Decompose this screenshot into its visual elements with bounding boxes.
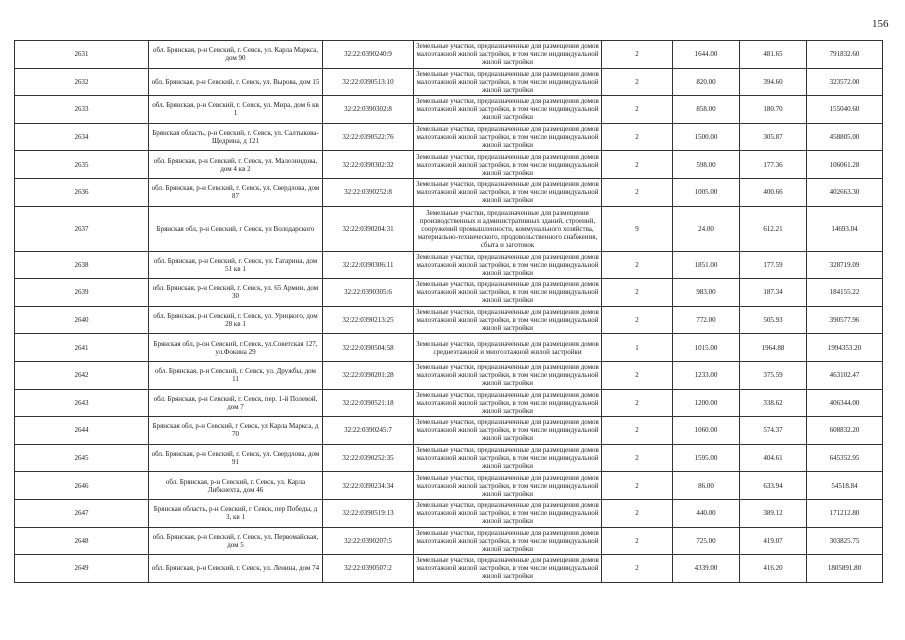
row-number-cell: 2647 [15, 499, 149, 527]
cadastral-value-cell: 645352.95 [807, 444, 883, 472]
table-row [15, 41, 883, 69]
address-cell: обл. Брянская, р-н Севский, г. Севск, ул. Мира, дом 6 кв 1 [149, 96, 323, 124]
use-group-cell: 2 [602, 472, 673, 500]
row-number-cell: 2636 [15, 178, 149, 206]
row-number-cell: 2646 [15, 472, 149, 500]
cadastral-value-cell: 14693.04 [807, 206, 883, 251]
address-cell: обл. Брянская, р-н Севский, г. Севск, ул. Карла Маркса, дом 90 [149, 41, 323, 69]
land-use-cell: Земельные участки, предназначенные для размещения домов малоэтажной жилой застройки, в том числе индивидуальной жилой застройки [414, 555, 602, 583]
use-group-cell: 2 [602, 151, 673, 179]
area-cell: 772.00 [673, 306, 740, 334]
specific-value-cell: 180.70 [740, 96, 807, 124]
specific-value-cell: 419.07 [740, 527, 807, 555]
area-cell: 440.00 [673, 499, 740, 527]
row-number-cell: 2639 [15, 279, 149, 307]
specific-value-cell: 338.62 [740, 389, 807, 417]
area-cell: 983.00 [673, 279, 740, 307]
land-use-cell: Земельные участки, предназначенные для размещения домов малоэтажной жилой застройки, в том числе индивидуальной жилой застройки [414, 123, 602, 151]
use-group-cell: 2 [602, 96, 673, 124]
specific-value-cell: 633.94 [740, 472, 807, 500]
area-cell: 4339.00 [673, 555, 740, 583]
land-use-cell: Земельные участки, предназначенные для размещения домов малоэтажной жилой застройки, в том числе индивидуальной жилой застройки [414, 444, 602, 472]
cadastral-value-cell: 791832.60 [807, 41, 883, 69]
address-cell: Брянская область, р-н Севский, г Севск, пер Победы, д 3, кв 1 [149, 499, 323, 527]
row-number-cell: 2638 [15, 251, 149, 279]
cadastral-number-cell: 32:22:0390245:7 [323, 417, 414, 445]
land-use-cell: Земельные участки, предназначенные для размещения домов малоэтажной жилой застройки, в том числе индивидуальной жилой застройки [414, 361, 602, 389]
area-cell: 1060.00 [673, 417, 740, 445]
table-row [15, 206, 883, 251]
area-cell: 725.00 [673, 527, 740, 555]
address-cell: Брянская область, р-н Севский, г. Севск, ул. Салтыкова-Щедрина, д 121 [149, 123, 323, 151]
land-use-cell: Земельные участки, предназначенные для размещения домов малоэтажной жилой застройки, в том числе индивидуальной жилой застройки [414, 417, 602, 445]
area-cell: 1005.00 [673, 178, 740, 206]
use-group-cell: 2 [602, 527, 673, 555]
table-row [15, 361, 883, 389]
cadastral-value-cell: 323572.00 [807, 68, 883, 96]
table-row [15, 123, 883, 151]
cadastral-value-cell: 171212.80 [807, 499, 883, 527]
table-row [15, 389, 883, 417]
cadastral-value-cell: 1805891.80 [807, 555, 883, 583]
cadastral-number-cell: 32:22:0390521:18 [323, 389, 414, 417]
table-row [15, 334, 883, 362]
row-number-cell: 2645 [15, 444, 149, 472]
address-cell: обл. Брянская, р-н Севский, г. Севск, пер. 1-й Полевой, дом 7 [149, 389, 323, 417]
use-group-cell: 2 [602, 279, 673, 307]
area-cell: 1233.00 [673, 361, 740, 389]
use-group-cell: 2 [602, 251, 673, 279]
table-row [15, 96, 883, 124]
address-cell: обл. Брянская, р-н Севский, г. Севск, ул. Свердлова, дом 91 [149, 444, 323, 472]
row-number-cell: 2644 [15, 417, 149, 445]
specific-value-cell: 305.87 [740, 123, 807, 151]
land-use-cell: Земельные участки, предназначенные для размещения домов малоэтажной жилой застройки, в том числе индивидуальной жилой застройки [414, 96, 602, 124]
area-cell: 858.00 [673, 96, 740, 124]
cadastral-value-cell: 608832.20 [807, 417, 883, 445]
land-use-cell: Земельные участки, предназначенные для размещения домов малоэтажной жилой застройки, в том числе индивидуальной жилой застройки [414, 306, 602, 334]
page-number: 156 [872, 18, 889, 30]
specific-value-cell: 1964.88 [740, 334, 807, 362]
cadastral-number-cell: 32:22:0390305:6 [323, 279, 414, 307]
cadastral-value-cell: 406344.00 [807, 389, 883, 417]
area-cell: 1500.00 [673, 123, 740, 151]
use-group-cell: 9 [602, 206, 673, 251]
use-group-cell: 2 [602, 555, 673, 583]
address-cell: обл. Брянская, р-н Севский, г. Севск, ул. Малоэнидова, дом 4 кв 2 [149, 151, 323, 179]
table-row [15, 251, 883, 279]
row-number-cell: 2648 [15, 527, 149, 555]
row-number-cell: 2635 [15, 151, 149, 179]
use-group-cell: 2 [602, 178, 673, 206]
specific-value-cell: 481.65 [740, 41, 807, 69]
table-row [15, 279, 883, 307]
table-row [15, 306, 883, 334]
cadastral-number-cell: 32:22:0390302:8 [323, 96, 414, 124]
land-registry-table [14, 40, 883, 583]
cadastral-value-cell: 402663.30 [807, 178, 883, 206]
address-cell: обл. Брянская, р-н Севский, г. Севск, ул. Карла Либкнехта, дом 46 [149, 472, 323, 500]
area-cell: 24.00 [673, 206, 740, 251]
cadastral-number-cell: 32:22:0390519:13 [323, 499, 414, 527]
use-group-cell: 2 [602, 123, 673, 151]
row-number-cell: 2642 [15, 361, 149, 389]
cadastral-value-cell: 463102.47 [807, 361, 883, 389]
address-cell: обл. Брянская, р-н Севский, г. Севск, ул. Вырова, дом 15 [149, 68, 323, 96]
row-number-cell: 2640 [15, 306, 149, 334]
area-cell: 820.00 [673, 68, 740, 96]
table-body [15, 41, 883, 583]
specific-value-cell: 612.21 [740, 206, 807, 251]
cadastral-number-cell: 32:22:0390513:10 [323, 68, 414, 96]
land-use-cell: Земельные участки, предназначенные для размещения домов малоэтажной жилой застройки, в том числе индивидуальной жилой застройки [414, 151, 602, 179]
cadastral-number-cell: 32:22:0390507:2 [323, 555, 414, 583]
row-number-cell: 2631 [15, 41, 149, 69]
cadastral-value-cell: 106061.28 [807, 151, 883, 179]
specific-value-cell: 375.59 [740, 361, 807, 389]
specific-value-cell: 394.60 [740, 68, 807, 96]
area-cell: 1200.00 [673, 389, 740, 417]
cadastral-number-cell: 32:22:0390240:9 [323, 41, 414, 69]
cadastral-value-cell: 303825.75 [807, 527, 883, 555]
address-cell: обл. Брянская, р-н Севский, г. Севск, ул. Урицкого, дом 28 кв 1 [149, 306, 323, 334]
use-group-cell: 1 [602, 334, 673, 362]
row-number-cell: 2637 [15, 206, 149, 251]
use-group-cell: 2 [602, 389, 673, 417]
cadastral-number-cell: 32:22:0390306:11 [323, 251, 414, 279]
cadastral-value-cell: 155040.60 [807, 96, 883, 124]
use-group-cell: 2 [602, 41, 673, 69]
land-use-cell: Земельные участки, предназначенные для размещения домов малоэтажной жилой застройки, в том числе индивидуальной жилой застройки [414, 68, 602, 96]
cadastral-number-cell: 32:22:0390504:58 [323, 334, 414, 362]
row-number-cell: 2634 [15, 123, 149, 151]
row-number-cell: 2632 [15, 68, 149, 96]
land-use-cell: Земельные участки, предназначенные для размещения домов малоэтажной жилой застройки, в том числе индивидуальной жилой застройки [414, 279, 602, 307]
land-use-cell: Земельные участки, предназначенные для размещения домов малоэтажной жилой застройки, в том числе индивидуальной жилой застройки [414, 499, 602, 527]
land-use-cell: Земельные участки, предназначенные для размещения домов малоэтажной жилой застройки, в том числе индивидуальной жилой застройки [414, 527, 602, 555]
specific-value-cell: 404.61 [740, 444, 807, 472]
table-row [15, 417, 883, 445]
land-use-cell: Земельные участки, предназначенные для размещения домов малоэтажной жилой застройки, в том числе индивидуальной жилой застройки [414, 178, 602, 206]
cadastral-value-cell: 184155.22 [807, 279, 883, 307]
address-cell: обл. Брянская, р-н Севский, г. Севск, ул. Гагарина, дом 51 кв 1 [149, 251, 323, 279]
land-use-cell: Земельные участки, предназначенные для размещения домов малоэтажной жилой застройки, в том числе индивидуальной жилой застройки [414, 41, 602, 69]
table-row [15, 68, 883, 96]
address-cell: Брянская обл, р-н Севский, г Севск, ул Володарского [149, 206, 323, 251]
specific-value-cell: 574.37 [740, 417, 807, 445]
address-cell: обл. Брянская, р-н Севский, г. Севск, ул. 65 Армии, дом 30 [149, 279, 323, 307]
cadastral-value-cell: 1994353.20 [807, 334, 883, 362]
cadastral-number-cell: 32:22:0390201:28 [323, 361, 414, 389]
address-cell: обл. Брянская, р-н Севский, г. Севск, ул. Дружбы, дом 11 [149, 361, 323, 389]
cadastral-number-cell: 32:22:0390252:8 [323, 178, 414, 206]
cadastral-number-cell: 32:22:0390204:31 [323, 206, 414, 251]
cadastral-number-cell: 32:22:0390302:32 [323, 151, 414, 179]
use-group-cell: 2 [602, 499, 673, 527]
area-cell: 1015.00 [673, 334, 740, 362]
use-group-cell: 2 [602, 306, 673, 334]
use-group-cell: 2 [602, 417, 673, 445]
specific-value-cell: 187.34 [740, 279, 807, 307]
specific-value-cell: 177.59 [740, 251, 807, 279]
table-row [15, 527, 883, 555]
address-cell: обл. Брянская, р-н Севский, г. Севск, ул. Ленина, дом 74 [149, 555, 323, 583]
address-cell: обл. Брянская, р-н Севский, г. Севск, ул. Свердлова, дом 87 [149, 178, 323, 206]
specific-value-cell: 400.66 [740, 178, 807, 206]
cadastral-value-cell: 458805.00 [807, 123, 883, 151]
cadastral-value-cell: 328719.09 [807, 251, 883, 279]
land-use-cell: Земельные участки, предназначенные для размещения домов малоэтажной жилой застройки, в том числе индивидуальной жилой застройки [414, 472, 602, 500]
cadastral-number-cell: 32:22:0390207:5 [323, 527, 414, 555]
land-use-cell: Земельные участки, предназначенные для размещения домов малоэтажной жилой застройки, в том числе индивидуальной жилой застройки [414, 251, 602, 279]
cadastral-value-cell: 390577.96 [807, 306, 883, 334]
cadastral-number-cell: 32:22:0390234:34 [323, 472, 414, 500]
address-cell: Брянская обл, р-он Севский, г.Севск, ул.Советская 127, ул.Фокина 29 [149, 334, 323, 362]
cadastral-number-cell: 32:22:0390213:25 [323, 306, 414, 334]
row-number-cell: 2649 [15, 555, 149, 583]
specific-value-cell: 505.93 [740, 306, 807, 334]
table-row [15, 499, 883, 527]
land-use-cell: Земельные участки, предназначенные для размещения домов малоэтажной жилой застройки, в том числе индивидуальной жилой застройки [414, 389, 602, 417]
area-cell: 1595.00 [673, 444, 740, 472]
address-cell: обл. Брянская, р-н Севский, г. Севск, ул. Первомайская, дом 5 [149, 527, 323, 555]
cadastral-value-cell: 54518.84 [807, 472, 883, 500]
use-group-cell: 2 [602, 361, 673, 389]
table-row [15, 178, 883, 206]
specific-value-cell: 177.36 [740, 151, 807, 179]
area-cell: 1644.00 [673, 41, 740, 69]
use-group-cell: 2 [602, 444, 673, 472]
specific-value-cell: 389.12 [740, 499, 807, 527]
area-cell: 598.00 [673, 151, 740, 179]
row-number-cell: 2641 [15, 334, 149, 362]
land-use-cell: Земельные участки, предназначенные для размещения производственных и административных зданий, строений, сооружений промышленности, коммунального хозяйства, материально-технического, продовольственного снабжения, сбыта и заготовок [414, 206, 602, 251]
row-number-cell: 2643 [15, 389, 149, 417]
specific-value-cell: 416.20 [740, 555, 807, 583]
address-cell: Брянская обл, р-н Севский, г Севск, ул Карла Маркса, д 70 [149, 417, 323, 445]
row-number-cell: 2633 [15, 96, 149, 124]
land-use-cell: Земельные участки, предназначенные для размещения домов среднеэтажной и многоэтажной жилой застройки [414, 334, 602, 362]
area-cell: 1851.00 [673, 251, 740, 279]
cadastral-number-cell: 32:22:0390522:76 [323, 123, 414, 151]
table-row [15, 472, 883, 500]
cadastral-number-cell: 32:22:0390252:35 [323, 444, 414, 472]
use-group-cell: 2 [602, 68, 673, 96]
table-row [15, 555, 883, 583]
area-cell: 86.00 [673, 472, 740, 500]
table-row [15, 444, 883, 472]
table-row [15, 151, 883, 179]
